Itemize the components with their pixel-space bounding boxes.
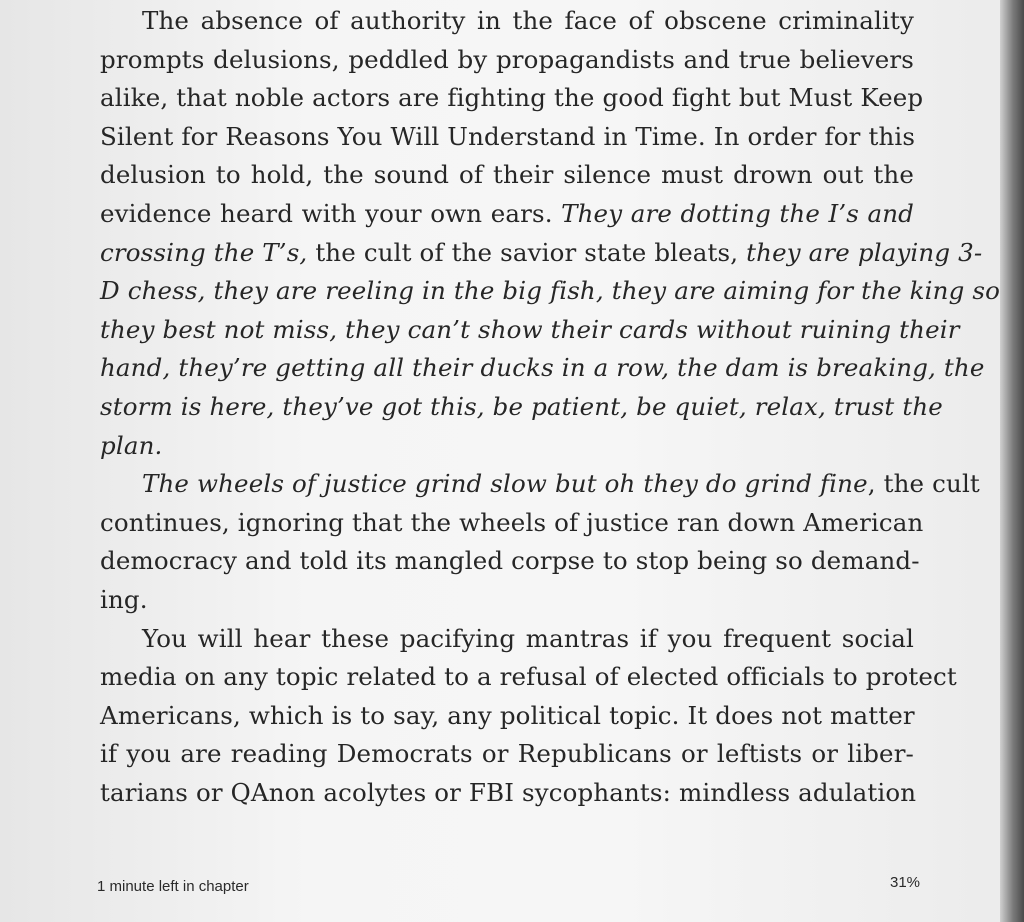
italic-text-run: hand, they’re getting all their ducks in a row, the dam is breaking, the: [100, 353, 985, 383]
text-line: [100, 118, 914, 157]
text-line: [100, 465, 980, 504]
text-line: [100, 156, 914, 195]
text-run: if you are reading Democrats or Republicans or leftists or liber-: [100, 739, 914, 769]
paragraph: [100, 465, 980, 619]
text-line: [100, 697, 914, 736]
italic-text-run: they are playing 3-: [746, 237, 983, 267]
italic-text-run: plan.: [100, 430, 163, 460]
text-run: democracy and told its mangled corpse to stop being so demand-: [100, 546, 920, 576]
text-line: [100, 79, 924, 118]
text-run: alike, that noble actors are fighting the good fight but Must Keep: [100, 83, 924, 113]
text-run: , the cult: [867, 469, 980, 499]
text-line: [100, 504, 924, 543]
text-line: [100, 735, 914, 774]
text-line: [100, 272, 1000, 311]
text-run: the cult of the savior state bleats,: [307, 237, 747, 267]
text-line: [100, 234, 983, 273]
text-run: prompts delusions, peddled by propagandists and true believers: [100, 44, 914, 74]
chapter-time-remaining: 1 minute left in chapter: [97, 878, 249, 895]
text-line: [100, 658, 957, 697]
paragraph: [100, 2, 1000, 465]
text-run: media on any topic related to a refusal of elected officials to protect: [100, 662, 957, 692]
text-line: [100, 774, 917, 813]
text-line: [100, 311, 960, 350]
text-run: tarians or QAnon acolytes or FBI sycophants: mindless adulation: [100, 777, 917, 807]
text-run: You will hear these pacifying mantras if you frequent social: [142, 623, 914, 653]
device-bezel-edge: [1000, 0, 1024, 922]
italic-text-run: D chess, they are reeling in the big fish, they are aiming for the king so: [100, 276, 1000, 306]
text-line: [100, 195, 914, 234]
text-line: [100, 427, 914, 466]
italic-text-run: they best not miss, they can’t show their cards without ruining their: [100, 314, 960, 344]
book-page-text[interactable]: [100, 2, 1000, 812]
text-line: [100, 542, 920, 581]
text-line: [100, 620, 914, 659]
paragraph: [100, 620, 957, 813]
text-line: [100, 349, 985, 388]
text-run: The absence of authority in the face of obscene criminality: [142, 6, 914, 35]
italic-text-run: They are dotting the I’s and: [561, 198, 914, 228]
text-line: [100, 581, 914, 620]
text-line: [100, 388, 943, 427]
text-run: Americans, which is to say, any political topic. It does not matter: [100, 700, 915, 730]
text-run: ing.: [100, 584, 148, 614]
text-run: continues, ignoring that the wheels of justice ran down American: [100, 507, 924, 537]
text-run: Silent for Reasons You Will Understand in Time. In order for this: [100, 121, 916, 151]
reading-progress-percent: 31%: [890, 874, 921, 891]
italic-text-run: storm is here, they’ve got this, be patient, be quiet, relax, trust the: [100, 391, 943, 421]
text-line: [100, 2, 914, 41]
italic-text-run: The wheels of justice grind slow but oh they do grind fine: [142, 469, 868, 499]
italic-text-run: crossing the T’s,: [100, 237, 308, 267]
text-line: [100, 41, 914, 80]
text-run: evidence heard with your own ears.: [100, 198, 562, 228]
text-run: delusion to hold, the sound of their silence must drown out the: [100, 160, 914, 190]
